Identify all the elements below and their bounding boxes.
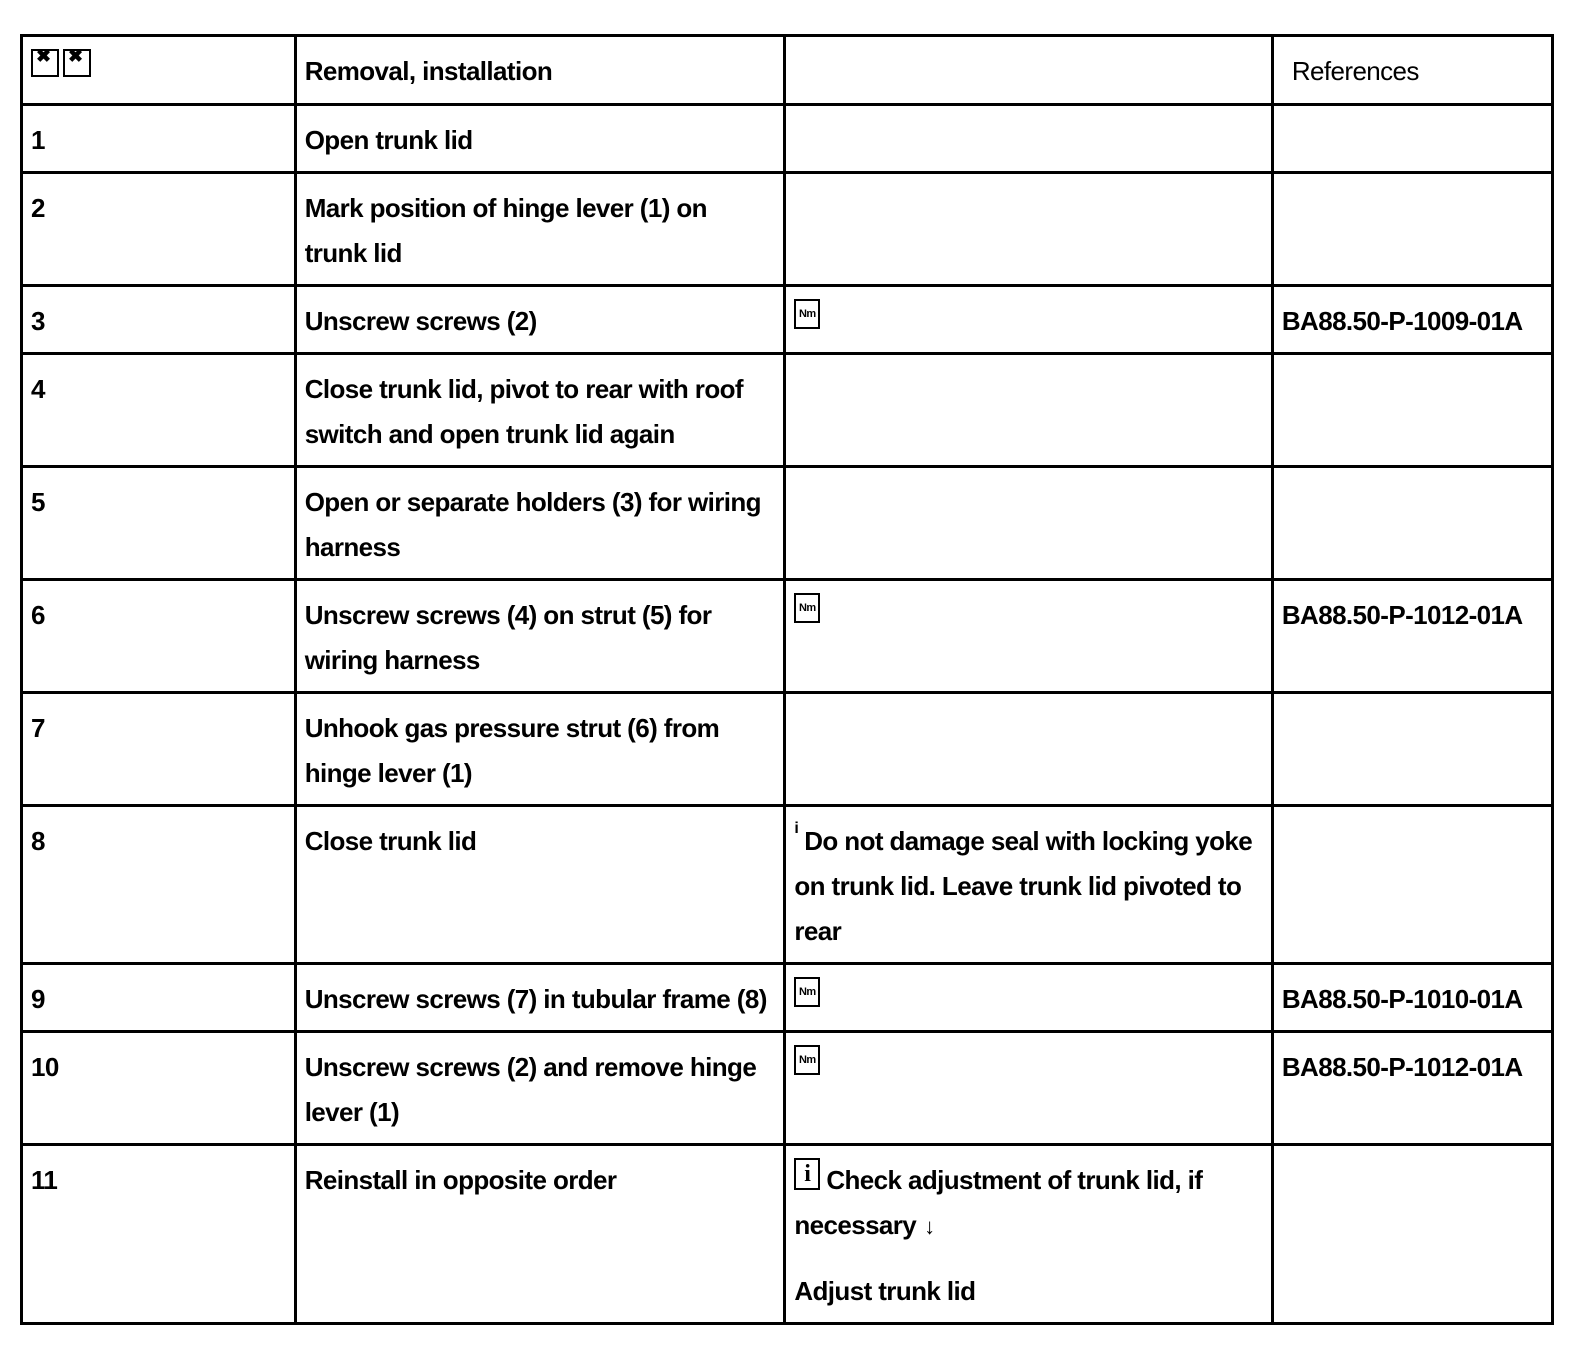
step-notes (785, 286, 1273, 354)
step-notes (785, 1032, 1273, 1145)
adjust-trunk-lid-link[interactable]: Adjust trunk lid (794, 1276, 976, 1306)
step-number: 3 (22, 286, 296, 354)
table-row (22, 580, 1553, 693)
step-action: Unscrew screws (2) and remove hinge lever (1) (295, 1032, 785, 1145)
info-icon: i (794, 1158, 820, 1190)
step-reference[interactable]: BA88.50-P-1012-01A (1272, 1032, 1552, 1145)
step-action: Unhook gas pressure strut (6) from hinge lever (1) (295, 693, 785, 806)
step-reference (1272, 467, 1552, 580)
table-header-row (22, 36, 1553, 105)
step-action: Close trunk lid, pivot to rear with roof switch and open trunk lid again (295, 354, 785, 467)
expand-icon[interactable] (31, 49, 59, 77)
procedure-table (20, 34, 1554, 1325)
step-notes (785, 467, 1273, 580)
step-notes (785, 354, 1273, 467)
step-notes (785, 1145, 1273, 1324)
step-number: 10 (22, 1032, 296, 1145)
collapse-icon[interactable] (63, 49, 91, 77)
table-row (22, 1145, 1553, 1324)
table-row (22, 806, 1553, 964)
step-notes (785, 173, 1273, 286)
step-number: 4 (22, 354, 296, 467)
step-note-text: Do not damage seal with locking yoke on trunk lid. Leave trunk lid pivoted to rear (794, 826, 1253, 946)
table-row (22, 354, 1553, 467)
torque-nm-icon[interactable]: Nm (794, 1045, 820, 1075)
step-reference (1272, 1145, 1552, 1324)
step-reference (1272, 693, 1552, 806)
step-notes (785, 964, 1273, 1032)
step-reference (1272, 173, 1552, 286)
step-number: 11 (22, 1145, 296, 1324)
procedure-sheet (20, 34, 1554, 1325)
table-row (22, 964, 1553, 1032)
step-reference (1272, 105, 1552, 173)
step-action: Mark position of hinge lever (1) on trunk lid (295, 173, 785, 286)
step-notes (785, 806, 1273, 964)
info-icon: i (794, 820, 799, 837)
table-row (22, 467, 1553, 580)
table-row (22, 693, 1553, 806)
header-removal-installation: Removal, installation (295, 36, 785, 105)
step-number: 1 (22, 105, 296, 173)
step-action: Close trunk lid (295, 806, 785, 964)
header-notes (785, 36, 1273, 105)
step-action: Unscrew screws (4) on strut (5) for wiring harness (295, 580, 785, 693)
header-icons-cell (22, 36, 296, 105)
step-notes (785, 693, 1273, 806)
step-number: 9 (22, 964, 296, 1032)
step-number: 2 (22, 173, 296, 286)
step-number: 6 (22, 580, 296, 693)
step-action: Open or separate holders (3) for wiring harness (295, 467, 785, 580)
arrow-down-icon: ↓ (924, 1214, 935, 1239)
step-reference[interactable]: BA88.50-P-1009-01A (1272, 286, 1552, 354)
table-row (22, 173, 1553, 286)
step-action: Unscrew screws (7) in tubular frame (8) (295, 964, 785, 1032)
step-reference[interactable]: BA88.50-P-1012-01A (1272, 580, 1552, 693)
step-notes (785, 580, 1273, 693)
torque-nm-icon[interactable]: Nm (794, 977, 820, 1007)
step-action: Open trunk lid (295, 105, 785, 173)
step-action: Unscrew screws (2) (295, 286, 785, 354)
header-references: References (1272, 36, 1552, 105)
step-action: Reinstall in opposite order (295, 1145, 785, 1324)
step-note-text: Check adjustment of trunk lid, if necessary (794, 1165, 1203, 1240)
step-reference[interactable]: BA88.50-P-1010-01A (1272, 964, 1552, 1032)
table-row (22, 105, 1553, 173)
step-number: 8 (22, 806, 296, 964)
torque-nm-icon[interactable]: Nm (794, 299, 820, 329)
step-number: 7 (22, 693, 296, 806)
table-row (22, 1032, 1553, 1145)
step-reference (1272, 806, 1552, 964)
step-reference (1272, 354, 1552, 467)
step-notes (785, 105, 1273, 173)
torque-nm-icon[interactable]: Nm (794, 593, 820, 623)
table-row (22, 286, 1553, 354)
step-number: 5 (22, 467, 296, 580)
